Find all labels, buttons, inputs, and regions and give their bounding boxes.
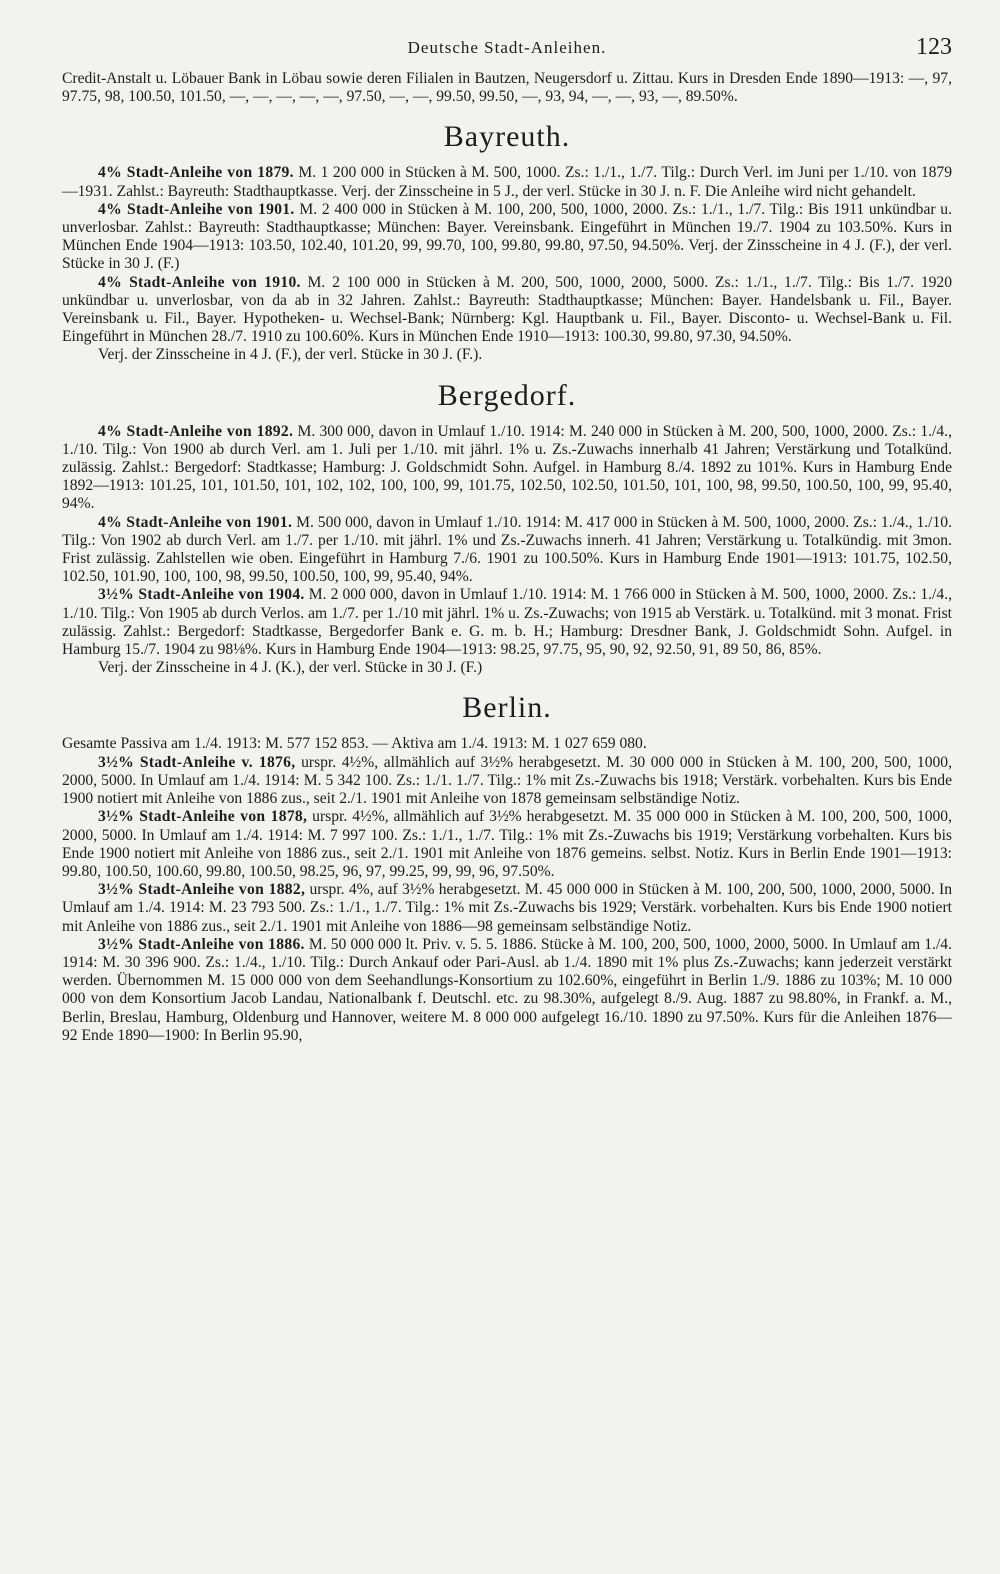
entry-body: M. 2 400 000 in Stücken à M. 100, 200, 500, 1000, 2000. Zs.: 1./1., 1./7. Tilg.: Bis 1911 unkündbar u. unverlosbar. Zahlst.: Bayreuth: Stadthauptkasse; München: Bayer. Vereinsbank. Eingeführt in München 19./7. 1904 zu 103.50%. Kurs in München Ende 1904—1913: 103.50, 102.40, 101.20, 99, 99.70, 100, 99.80, 99.80, 97.50, 94.50%. Verj. der Zinsscheine in 4 J. (F.), der verl. Stücke in 30 J. (F.): [62, 200, 952, 273]
running-title: Deutsche Stadt-Anleihen.: [407, 38, 607, 57]
entry-paragraph: [62, 659, 952, 677]
entry-lead: 4% Stadt-Anleihe von 1879.: [98, 164, 294, 182]
running-header: [62, 30, 952, 70]
entry-lead: 4% Stadt-Anleihe von 1892.: [98, 422, 294, 440]
entry-body: M. 2 100 000 in Stücken à M. 200, 500, 1000, 2000, 5000. Zs.: 1./1., 1./7. Tilg.: Bis 1./7. 1920 unkündbar u. unverlosbar, von da ab in 32 Jahren. Zahlst.: Bayreuth: Stadthauptkasse; München: Bayer. Handelsbank u. Fil., Bayer. Vereinsbank u. Fil., Bayer. Hypotheken- u. Wechsel-Bank; Nürnberg: Kgl. Hauptbank u. Fil., Bayer. Disconto- u. Wechsel-Bank u. Fil. Eingeführt in München 28./7. 1910 zu 100.60%. Kurs in München Ende 1910—1913: 100.30, 99.80, 97.30, 94.50%.: [62, 273, 953, 346]
entry-body: M. 500 000, davon in Umlauf 1./10. 1914: M. 417 000 in Stücken à M. 500, 1000, 2000. Zs.: 1./4., 1./10. Tilg.: Von 1902 ab durch Verl. am 1./7. per 1./10. mit jährl. 1% und Zs.-Zuwachs innerh. 41 Jahren; Verstärkung u. Totalkündig. mit 3mon. Frist zulässig. Zahlstellen wie oben. Eingeführt in Hamburg 7./6. 1901 zu 100.50%. Kurs in Hamburg Ende 1901—1913: 101.75, 102.50, 102.50, 101.90, 100, 100, 98, 99.50, 100.50, 100, 99, 95.40, 94%.: [62, 513, 952, 586]
entry-paragraph: [62, 514, 952, 587]
entry-paragraph: [62, 274, 952, 347]
entry-paragraph: [62, 586, 952, 659]
entry-body: M. 50 000 000 lt. Priv. v. 5. 5. 1886. Stücke à M. 100, 200, 500, 1000, 2000, 5000. In Umlauf am 1./4. 1914: M. 30 396 900. Zs.: 1./4., 1./10. Tilg.: Durch Ankauf oder Pari-Ausl. ab 1./4. 1890 mit 1% plus Zs.-Zuwachs; kann jederzeit verstärkt werden. Übernommen M. 15 000 000 von dem Seehandlungs-Konsortium zu 102.60%, eingeführt in Berlin 1./9. 1886 zu 103%; M. 10 000 000 von dem Konsortium Jacob Landau, Nationalbank f. Deutschl. etc. zu 98.30%, aufgelegt 8./9. Aug. 1887 zu 98.80%, in Frankf. a. M., Berlin, Breslau, Hamburg, Oldenburg und Hannover, weitere M. 8 000 000 aufgelegt 16./10. 1890 zu 97.50%. Kurs für die Anleihen 1876—92 Ende 1890—1900: In Berlin 95.90,: [62, 935, 952, 1044]
entry-lead: 3½% Stadt-Anleihe v. 1876,: [98, 753, 296, 771]
section-heading-bayreuth: Bayreuth.: [443, 120, 571, 154]
entry-lead: 4% Stadt-Anleihe von 1901.: [98, 513, 293, 531]
entry-body: Verj. der Zinsscheine in 4 J. (F.), der verl. Stücke in 30 J. (F.).: [98, 346, 483, 364]
intro-paragraph: Credit-Anstalt u. Löbauer Bank in Löbau sowie deren Filialen in Bautzen, Neugersdorf u. Zittau. Kurs in Dresden Ende 1890—1913: —, 97, 97.75, 98, 100.50, 101.50, —, —, —, —, —, 97.50, —, —, 99.50, 99.50, —, 93, 94, —, —, 93, —, 89.50%.: [62, 70, 952, 106]
entry-paragraph: [62, 881, 952, 936]
entry-lead: 3½% Stadt-Anleihe von 1904.: [98, 586, 305, 604]
entry-paragraph: [62, 346, 952, 364]
entry-body: Gesamte Passiva am 1./4. 1913: M. 577 152 853. — Aktiva am 1./4. 1913: M. 1 027 659 080.: [62, 735, 647, 753]
entry-body: M. 1 200 000 in Stücken à M. 500, 1000. Zs.: 1./1., 1./7. Tilg.: Durch Verl. im Juni per 1./10. von 1879—1931. Zahlst.: Bayreuth: Stadthauptkasse. Verj. der Zinsscheine in 5 J., der verl. Stücke in 30 J. n. F. Die Anleihe wird nicht gehandelt.: [62, 164, 953, 200]
entry-body: urspr. 4%, auf 3½% herabgesetzt. M. 45 000 000 in Stücken à M. 100, 200, 500, 1000, 2000, 5000. In Umlauf am 1./4. 1914: M. 23 793 500. Zs.: 1./1., 1./7. Tilg.: 1% mit Zs.-Zuwachs bis 1929; Verstärk. vorbehalten. Kurs bis Ende 1900 notiert mit Anleihe von 1886 zus., seit 2./1. 1901 mit Anleihe von 1886—98 gemeinsam selbständige Notiz.: [62, 881, 952, 935]
page-number: 123: [916, 34, 952, 60]
entry-paragraph: [62, 936, 952, 1045]
entry-lead: 4% Stadt-Anleihe von 1901.: [98, 200, 295, 218]
entry-body: Verj. der Zinsscheine in 4 J. (K.), der verl. Stücke in 30 J. (F.): [98, 659, 483, 677]
section-heading-berlin: Berlin.: [462, 691, 552, 725]
entry-paragraph: [62, 754, 952, 809]
entry-lead: 3½% Stadt-Anleihe von 1882,: [98, 881, 306, 899]
entry-body: urspr. 4½%, allmählich auf 3½% herabgesetzt. M. 30 000 000 in Stücken à M. 100, 200, 500, 1000, 2000, 5000. In Umlauf am 1./4. 1914: M. 5 342 100. Zs.: 1./1. 1./7. Tilg.: 1% mit Zs.-Zuwachs bis 1918; Verstärk. vorbehalten. Kurs bis Ende 1900 notiert mit Anleihe von 1886 zus., seit 2./1. 1901 mit Anleihe von 1878 gemeinsam selbständige Notiz.: [62, 753, 952, 808]
entry-paragraph: [62, 735, 952, 753]
section-heading-bergedorf: Bergedorf.: [437, 378, 577, 412]
entry-paragraph: [62, 164, 952, 200]
entry-body: urspr. 4½%, allmählich auf 3½% herabgesetzt. M. 35 000 000 in Stücken à M. 100, 200, 500, 1000, 2000, 5000. In Umlauf am 1./4. 1914: M. 7 997 100. Zs.: 1./1., 1./7. Tilg.: 1% mit Zs.-Zuwachs bis 1919; Verstärkung vorbehalten. Kurs bis Ende 1900 notiert mit Anleihe von 1886 zus., seit 2./1. 1901 mit Anleihe von 1876 gemeins. selbst. Notiz. Kurs in Berlin Ende 1901—1913: 99.80, 100.50, 100.60, 99.80, 100.50, 98.25, 96, 97, 99.25, 99, 99, 96, 97.50%.: [62, 808, 952, 880]
entry-paragraph: [62, 201, 952, 274]
entry-paragraph: [62, 808, 952, 881]
entry-body: M. 2 000 000, davon in Umlauf 1./10. 1914: M. 1 766 000 in Stücken à M. 500, 1000, 2000. Zs.: 1./4., 1./10. Tilg.: Von 1905 ab durch Verlos. am 1./7. per 1./10 mit jährl. 1% u. Zs.-Zuwachs; von 1915 ab Verstärk. u. Totalkünd. mit 3 monat. Frist zulässig. Zahlst.: Bergedorf: Stadtkasse, Bergedorfer Bank e. G. m. b. H.; Hamburg: Dresdner Bank, J. Goldschmidt Sohn. Aufgel. in Hamburg 15./7. 1904 zu 98⅛%. Kurs in Hamburg Ende 1904—1913: 98.25, 97.75, 95, 90, 92, 92.50, 91, 89 50, 86, 85%.: [62, 586, 952, 659]
entry-lead: 3½% Stadt-Anleihe von 1886.: [98, 935, 305, 953]
entry-lead: 4% Stadt-Anleihe von 1910.: [98, 273, 301, 291]
entry-paragraph: [62, 423, 952, 514]
entry-body: M. 300 000, davon in Umlauf 1./10. 1914: M. 240 000 in Stücken à M. 200, 500, 1000, 2000. Zs.: 1./4., 1./10. Tilg.: Von 1900 ab durch Verl. am 1. Juli per 1./10. mit jährl. 1% u. Zs.-Zuwachs innerhalb 41 Jahren; Verstärkung und Totalkünd. zulässig. Zahlst.: Bergedorf: Stadtkasse; Hamburg: J. Goldschmidt Sohn. Aufgel. in Hamburg 8./4. 1892 zu 101%. Kurs in Hamburg Ende 1892—1913: 101.25, 101, 101.50, 101, 102, 102, 100, 100, 99, 101.75, 102.50, 102.50, 101.50, 101, 100, 98, 99.50, 100.50, 100, 99, 95.40, 94%.: [62, 422, 952, 513]
entry-lead: 3½% Stadt-Anleihe von 1878,: [98, 808, 308, 826]
